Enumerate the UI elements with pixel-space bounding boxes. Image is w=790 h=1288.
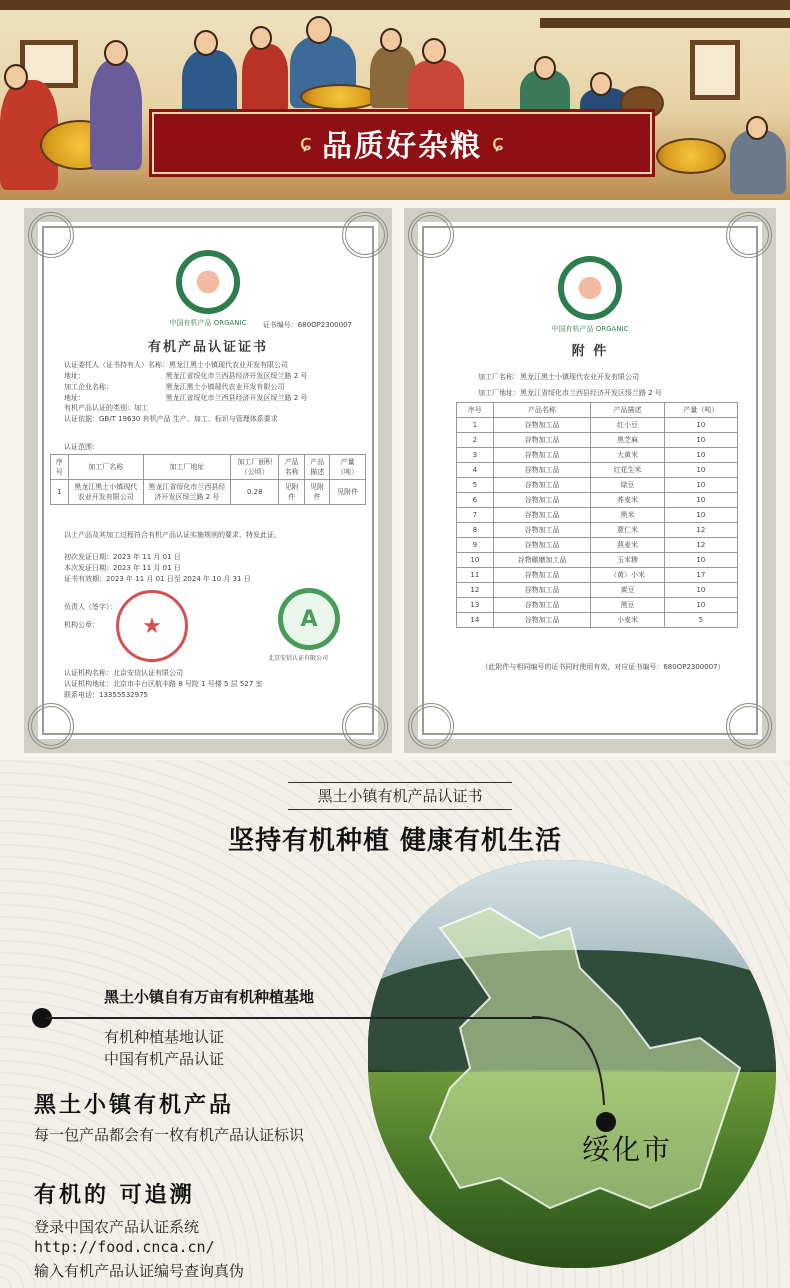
date-line: 初次发证日期：2023 年 11 月 01 日 (64, 553, 181, 561)
table-cell: 12 (457, 583, 494, 598)
roof-beam (540, 18, 790, 28)
table-cell: 黄豆 (591, 583, 664, 598)
table-cell: 见附件 (330, 480, 366, 505)
table-cell: 10 (664, 433, 737, 448)
banner-title: 品质好杂粮 (322, 129, 482, 164)
villager-figure (242, 44, 288, 114)
organic-logo-icon (176, 250, 240, 314)
table-cell: 11 (457, 568, 494, 583)
product-desc: 每一包产品都会有一枚有机产品认证标识 (34, 1126, 305, 1144)
table-cell: 黑米 (591, 508, 664, 523)
table-row (457, 433, 738, 448)
table-cell: 5 (457, 478, 494, 493)
frame-ornament (726, 212, 772, 258)
table-header: 加工厂地址 (143, 455, 230, 480)
table-header: 产品名称 (493, 403, 591, 418)
badge-caption: 北京安信认证有限公司 (268, 655, 329, 662)
trace-url-link[interactable]: http://food.cnca.cn/ (34, 1238, 215, 1256)
base-line: 有机种植基地认证 (104, 1028, 225, 1046)
certificate-details (64, 360, 307, 425)
villager-figure (408, 60, 464, 116)
table-header-row (51, 455, 366, 480)
table-header-row (457, 403, 738, 418)
footer-line: 联系电话：13355532975 (64, 690, 148, 699)
villager-head (306, 16, 332, 44)
villager-head (4, 64, 28, 90)
footer-line: 认证机构名称：北京安信认证有限公司 (64, 669, 183, 677)
detail-line: 认证依据：GB/T 19630 有机产品 生产、加工、标识与管理体系要求 (64, 415, 278, 424)
detail-line: 地址： 黑龙江省绥化市兰西县经济开发区绥兰路 2 号 (64, 371, 308, 380)
table-header: 序号 (51, 455, 69, 480)
certification-badge-icon: A (278, 588, 340, 650)
ornament-curl-right: ɕ (492, 130, 505, 156)
table-cell: 0.28 (231, 480, 279, 505)
table-cell: 10 (664, 448, 737, 463)
frame-ornament (28, 212, 74, 258)
organic-certificate (24, 208, 392, 753)
table-header: 加工厂名称 (68, 455, 143, 480)
table-cell: 8 (457, 523, 494, 538)
table-cell: 小麦米 (591, 613, 664, 628)
table-cell: 黑龙江黑土小镇现代农业开发有限公司 (68, 480, 143, 505)
frame-ornament (28, 703, 74, 749)
base-title: 黑土小镇自有万亩有机种植基地 (104, 988, 315, 1006)
table-cell: 谷物加工品 (493, 433, 591, 448)
section-subtitle: 黑土小镇有机产品认证书 (288, 782, 512, 810)
food-tray (300, 84, 380, 110)
certificate-annex (404, 208, 776, 753)
table-row (457, 508, 738, 523)
table-row (457, 523, 738, 538)
table-cell: 红小豆 (591, 418, 664, 433)
table-cell: 14 (457, 613, 494, 628)
table-cell: 10 (664, 493, 737, 508)
villager-figure (182, 50, 237, 120)
ornament-curl-left: ɕ (299, 130, 312, 156)
table-cell: 10 (664, 463, 737, 478)
table-cell: 谷物加工品 (493, 613, 591, 628)
certificate-title: 有机产品认证证书 (147, 340, 268, 355)
table-cell: 荞麦米 (591, 493, 664, 508)
table-cell: 7 (457, 508, 494, 523)
table-cell: 6 (457, 493, 494, 508)
signature-label: 负责人（签字）： (64, 603, 117, 611)
organic-logo-text: 中国有机产品 ORGANIC (551, 325, 629, 333)
table-cell: 谷物加工品 (493, 418, 591, 433)
certificate-dates (64, 552, 251, 585)
table-cell: 3 (457, 448, 494, 463)
table-cell: 薏仁米 (591, 523, 664, 538)
frame-ornament (408, 212, 454, 258)
table-cell: 燕麦米 (591, 538, 664, 553)
table-header: 产品描述 (304, 455, 329, 480)
certificate-note: 以上产品及其加工过程符合有机产品认证实施规则的要求，特发此证。 (64, 531, 281, 539)
table-row (457, 568, 738, 583)
base-line: 中国有机产品认证 (104, 1050, 225, 1068)
villager-head (746, 116, 768, 140)
table-cell: 黑芝麻 (591, 433, 664, 448)
detail-line: 加工企业名称： 黑龙江黑土小镇现代农业开发有限公司 (64, 382, 285, 391)
detail-line: 有机产品认证的类别：加工 (64, 404, 148, 413)
table-cell: 10 (664, 418, 737, 433)
table-row (457, 448, 738, 463)
villager-head (590, 72, 612, 96)
table-cell: 见附件 (304, 480, 329, 505)
date-line: 证书有效期：2023 年 11 月 01 日至 2024 年 10 月 31 日 (64, 574, 251, 583)
table-cell: 10 (664, 478, 737, 493)
table-cell: 谷物加工品 (493, 448, 591, 463)
table-cell: 黑龙江省绥化市兰西县经济开发区绥兰路 2 号 (143, 480, 230, 505)
frame-ornament (408, 703, 454, 749)
table-row (457, 598, 738, 613)
hero-illustration (0, 0, 790, 200)
table-header: 产量（吨） (330, 455, 366, 480)
table-row (457, 418, 738, 433)
table-cell: 1 (51, 480, 69, 505)
detail-line: 地址： 黑龙江省绥化市兰西县经济开发区绥兰路 2 号 (64, 393, 308, 402)
table-cell: 12 (664, 538, 737, 553)
table-cell: 谷物加工品 (493, 493, 591, 508)
date-line: 本次发证日期：2023 年 11 月 01 日 (64, 563, 181, 572)
table-cell: 13 (457, 598, 494, 613)
table-cell: 红花生米 (591, 463, 664, 478)
table-cell: 10 (664, 508, 737, 523)
table-header: 序号 (457, 403, 494, 418)
table-cell: 2 (457, 433, 494, 448)
table-cell: 1 (457, 418, 494, 433)
product-table (456, 402, 738, 628)
table-cell: 谷物加工品 (493, 598, 591, 613)
table-cell: 谷物加工品 (493, 523, 591, 538)
villager-head (380, 28, 402, 52)
scope-label: 认证范围： (64, 443, 99, 451)
table-cell: 10 (664, 598, 737, 613)
table-cell: 谷物加工品 (493, 583, 591, 598)
table-row (457, 583, 738, 598)
table-cell: 4 (457, 463, 494, 478)
table-cell: 谷物加工品 (493, 463, 591, 478)
table-row (457, 553, 738, 568)
city-label: 绥化市 (582, 1133, 673, 1166)
certificate-footer (64, 668, 263, 701)
title-banner (152, 112, 652, 174)
table-cell: 10 (664, 583, 737, 598)
stamp-label: 机构公章： (64, 621, 99, 629)
villager-figure (90, 60, 142, 170)
table-header: 产量（吨） (664, 403, 737, 418)
scope-table (50, 454, 366, 505)
footer-line: 认证机构地址：北京市丰台区航丰路 8 号院 1 号楼 5 层 527 室 (64, 679, 263, 688)
table-row (457, 463, 738, 478)
table-cell: 绿豆 (591, 478, 664, 493)
table-cell: 12 (664, 523, 737, 538)
table-cell: 大黄米 (591, 448, 664, 463)
official-seal: ★ (116, 590, 188, 662)
table-cell: 9 (457, 538, 494, 553)
trace-line: 输入有机产品认证编号查询真伪 (34, 1262, 245, 1280)
table-cell: （黄）小米 (591, 568, 664, 583)
table-header: 产品描述 (591, 403, 664, 418)
certificate-number: 证书编号：680OP2300007 (262, 321, 352, 329)
detail-line: 认证委托人（证书持有人）名称：黑龙江黑土小镇现代农业开发有限公司 (64, 361, 288, 369)
table-header: 产品名称 (279, 455, 304, 480)
table-cell: 黑豆 (591, 598, 664, 613)
factory-name: 加工厂名称：黑龙江黑土小镇现代农业开发有限公司 (478, 373, 639, 381)
trace-line: 登录中国农产品认证系统 (34, 1218, 200, 1236)
frame-ornament (342, 212, 388, 258)
annex-title: 附 件 (571, 344, 609, 359)
organic-logo-text: 中国有机产品 ORGANIC (169, 319, 247, 327)
table-cell: 5 (664, 613, 737, 628)
frame-ornament (342, 703, 388, 749)
table-cell: 谷物加工品 (493, 478, 591, 493)
table-cell: 谷物加工品 (493, 568, 591, 583)
table-row (457, 478, 738, 493)
villager-head (534, 56, 556, 80)
annex-note: （此附件与相同编号的证书同时使用有效，对应证书编号：680OP2300007） (481, 663, 725, 671)
lattice-window (690, 40, 740, 100)
villager-head (194, 30, 218, 56)
table-cell: 见附件 (279, 480, 304, 505)
villager-head (104, 40, 128, 66)
pointer-curve-path (532, 1017, 604, 1105)
certificate-section (0, 200, 790, 760)
table-cell: 谷物碾磨加工品 (493, 553, 591, 568)
table-cell: 谷物加工品 (493, 538, 591, 553)
pointer-curve (530, 1015, 620, 1115)
table-row (51, 480, 366, 505)
table-row (457, 538, 738, 553)
organic-logo-icon (558, 256, 622, 320)
villager-head (422, 38, 446, 64)
villager-head (250, 26, 272, 50)
table-row (457, 613, 738, 628)
pointer-line (46, 1017, 546, 1019)
organic-info-section (0, 760, 790, 1288)
trace-title: 有机的 可追溯 (34, 1183, 195, 1208)
table-cell: 10 (457, 553, 494, 568)
roof-beam (0, 0, 790, 10)
table-row (457, 493, 738, 508)
table-cell: 玉米糁 (591, 553, 664, 568)
table-header: 加工厂面积（公顷） (231, 455, 279, 480)
cooking-pot (656, 138, 726, 174)
section-headline: 坚持有机种植 健康有机生活 (227, 826, 563, 856)
table-cell: 谷物加工品 (493, 508, 591, 523)
table-cell: 17 (664, 568, 737, 583)
frame-ornament (726, 703, 772, 749)
factory-address: 加工厂地址：黑龙江省绥化市兰西县经济开发区绥兰路 2 号 (478, 389, 662, 397)
table-cell: 10 (664, 553, 737, 568)
product-title: 黑土小镇有机产品 (34, 1093, 235, 1118)
